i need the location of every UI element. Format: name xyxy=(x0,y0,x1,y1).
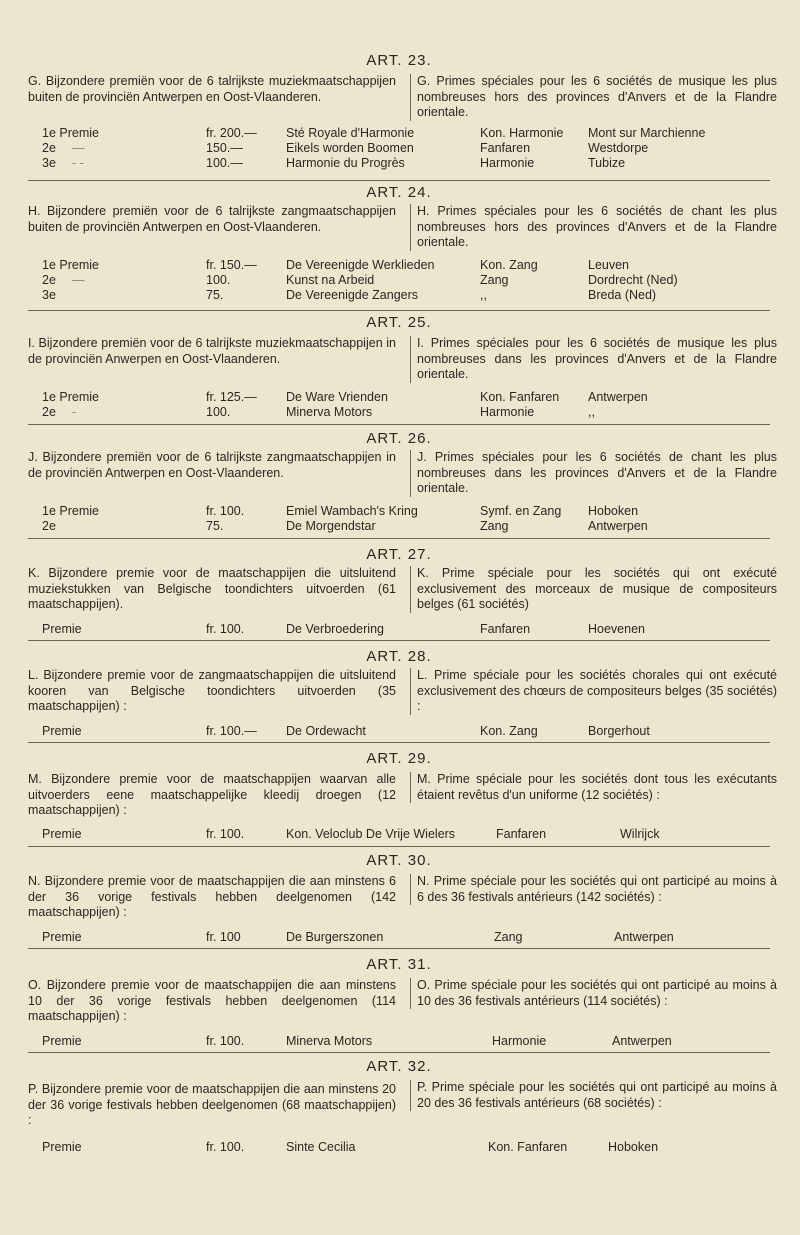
article-title: ART. 23. xyxy=(366,52,432,69)
prize-amount: fr. 125.— xyxy=(206,390,257,404)
prize-row xyxy=(28,930,770,945)
french-text: H. Primes spéciales pour les 6 sociétés de chant les plus nombreuses hors des provinces d'Anvers et de la Flandre orientale. xyxy=(410,204,777,251)
prize-row xyxy=(28,504,770,519)
french-text: G. Primes spéciales pour les 6 sociétés de musique les plus nombreuses hors des provinces d'Anvers et de la Flandre orientale. xyxy=(410,74,777,121)
society-place: Tubize xyxy=(588,156,626,170)
article-31 xyxy=(28,956,777,1053)
prize-amount: 75. xyxy=(206,288,224,302)
prize-rank: 3e xyxy=(42,156,56,170)
prize-row xyxy=(28,141,770,156)
prize-amount: fr. 100. xyxy=(206,504,245,518)
society-name: Kon. Veloclub De Vrije Wielers xyxy=(286,827,456,841)
article-title: ART. 27. xyxy=(366,546,432,563)
society-place: Wilrijck xyxy=(620,827,660,841)
french-text: K. Prime spéciale pour les sociétés qui ont exécuté exclusivement des morceaux de musique de compositeurs belges (61 sociétés) xyxy=(410,566,777,613)
dutch-text: J. Bijzondere premiën voor de 6 talrijkste zangmaatschappijen in de provinciën Antwerpen en Oost-Vlaanderen. xyxy=(28,450,396,480)
prize-rank: Premie xyxy=(42,930,82,944)
article-title: ART. 26. xyxy=(366,430,432,447)
prize-amount: 150.— xyxy=(206,141,243,155)
society-name: Sinte Cecilia xyxy=(286,1140,356,1154)
prize-rank: 3e xyxy=(42,288,56,302)
prize-amount: fr. 100.— xyxy=(206,724,257,738)
prize-row xyxy=(28,519,770,534)
french-text: L. Prime spéciale pour les sociétés chorales qui ont exécuté exclusivement des chœurs de compositeurs belges (35 sociétés) : xyxy=(410,668,777,715)
article-title: ART. 31. xyxy=(366,956,432,973)
french-text: M. Prime spéciale pour les sociétés dont tous les exécutants étaient revêtus d'un uniforme (12 sociétés) : xyxy=(410,772,777,803)
article-title: ART. 29. xyxy=(366,750,432,767)
prize-row xyxy=(28,1034,770,1049)
prize-amount: 75. xyxy=(206,519,224,533)
article-28 xyxy=(28,648,777,743)
article-title: ART. 30. xyxy=(366,852,432,869)
prize-row xyxy=(28,273,770,288)
dutch-text: I. Bijzondere premiën voor de 6 talrijkste muziekmaatschappijen in de provinciën Anwerpen en Oost-Vlaanderen. xyxy=(28,336,396,366)
prize-row xyxy=(28,258,770,273)
dutch-text: G. Bijzondere premiën voor de 6 talrijkste muziekmaatschappijen buiten de provinciën Antwerpen en Oost-Vlaanderen. xyxy=(28,74,396,104)
society-place: ,, xyxy=(588,405,595,419)
society-place: Breda (Ned) xyxy=(588,288,657,302)
prize-rank-dash: - - xyxy=(72,156,84,170)
society-name: De Vereenigde Werklieden xyxy=(286,258,435,272)
article-32 xyxy=(28,1058,777,1164)
prize-rank: Premie xyxy=(42,1034,82,1048)
society-type: Fanfaren xyxy=(496,827,547,841)
prize-amount: 100.— xyxy=(206,156,243,170)
prize-rank: 1e Premie xyxy=(42,504,99,518)
prize-row xyxy=(28,622,770,637)
prize-rank-dash: — xyxy=(72,141,85,155)
society-name: Harmonie du Progrès xyxy=(286,156,405,170)
prize-rank: Premie xyxy=(42,724,82,738)
society-name: De Ware Vrienden xyxy=(286,390,388,404)
prize-amount: fr. 200.— xyxy=(206,126,257,140)
prize-rank: 1e Premie xyxy=(42,390,99,404)
article-29 xyxy=(28,750,777,847)
society-type: Zang xyxy=(480,519,509,533)
french-text: J. Primes spéciales pour les 6 sociétés de chant les plus nombreuses dans les provinces d'Anvers et de la Flandre orientale. xyxy=(410,450,777,497)
prize-rank: 1e Premie xyxy=(42,258,99,272)
society-name: De Morgendstar xyxy=(286,519,376,533)
society-name: Kunst na Arbeid xyxy=(286,273,375,287)
society-type: ,, xyxy=(480,288,487,302)
society-type: Fanfaren xyxy=(480,141,531,155)
society-type: Symf. en Zang xyxy=(480,504,562,518)
prize-row xyxy=(28,156,770,171)
society-name: Minerva Motors xyxy=(286,1034,373,1048)
french-text: N. Prime spéciale pour les sociétés qui ont participé au moins à 6 des 36 festivals antérieurs (142 sociétés) : xyxy=(410,874,777,905)
prize-amount: fr. 100. xyxy=(206,1034,245,1048)
prize-amount: fr. 100. xyxy=(206,827,245,841)
society-type: Harmonie xyxy=(480,156,535,170)
society-name: De Ordewacht xyxy=(286,724,366,738)
society-place: Hoevenen xyxy=(588,622,645,636)
prize-rank: Premie xyxy=(42,1140,82,1154)
society-name: Eikels worden Boomen xyxy=(286,141,414,155)
french-text: O. Prime spéciale pour les sociétés qui ont participé au moins à 10 des 36 festivals antérieurs (114 sociétés) : xyxy=(410,978,777,1009)
society-place: Antwerpen xyxy=(612,1034,672,1048)
prize-rank: 2e xyxy=(42,405,56,419)
society-name: Emiel Wambach's Kring xyxy=(286,504,418,518)
prize-amount: 100. xyxy=(206,405,231,419)
society-place: Antwerpen xyxy=(588,519,648,533)
society-place: Dordrecht (Ned) xyxy=(588,273,678,287)
article-24 xyxy=(28,184,777,311)
dutch-text: N. Bijzondere premie voor de maatschappijen die aan minstens 6 der 36 vorige festivals hebben deelgenomen (142 maatschappijen) : xyxy=(28,874,396,919)
prize-rank: 1e Premie xyxy=(42,126,99,140)
society-place: Hoboken xyxy=(588,504,639,518)
prize-row xyxy=(28,390,770,405)
article-title: ART. 24. xyxy=(366,184,432,201)
prize-amount: fr. 100. xyxy=(206,1140,245,1154)
society-name: De Burgerszonen xyxy=(286,930,384,944)
society-place: Westdorpe xyxy=(588,141,649,155)
society-name: Minerva Motors xyxy=(286,405,373,419)
society-place: Antwerpen xyxy=(614,930,674,944)
article-title: ART. 25. xyxy=(366,314,432,331)
prize-amount: fr. 100. xyxy=(206,622,245,636)
prize-rank: Premie xyxy=(42,622,82,636)
society-type: Kon. Fanfaren xyxy=(480,390,560,404)
prize-row xyxy=(28,827,770,842)
prize-amount: fr. 150.— xyxy=(206,258,257,272)
society-type: Zang xyxy=(494,930,523,944)
society-type: Kon. Harmonie xyxy=(480,126,564,140)
society-place: Hoboken xyxy=(608,1140,659,1154)
society-type: Kon. Fanfaren xyxy=(488,1140,568,1154)
society-type: Kon. Zang xyxy=(480,724,538,738)
society-type: Zang xyxy=(480,273,509,287)
article-23 xyxy=(28,52,777,181)
article-25 xyxy=(28,314,777,425)
society-place: Borgerhout xyxy=(588,724,650,738)
dutch-text: M. Bijzondere premie voor de maatschappijen waarvan alle uitvoerders eene maatschappelijke kleedij droegen (12 maatschappijen) : xyxy=(28,772,396,817)
prize-rank: 2e xyxy=(42,519,56,533)
society-type: Harmonie xyxy=(480,405,535,419)
society-type: Harmonie xyxy=(492,1034,547,1048)
french-text: P. Prime spéciale pour les sociétés qui ont participé au moins à 20 des 36 festivals antérieurs (68 sociétés) : xyxy=(410,1080,777,1111)
prize-row xyxy=(28,288,770,303)
dutch-text: P. Bijzondere premie voor de maatschappijen die aan minstens 20 der 36 vorige festivals hebben deelgenomen (68 maatschappijen) : xyxy=(28,1082,396,1127)
prize-row xyxy=(28,126,770,141)
article-26 xyxy=(28,430,777,539)
society-name: De Vereenigde Zangers xyxy=(286,288,419,302)
prize-rank: 2e xyxy=(42,273,56,287)
prize-rank: Premie xyxy=(42,827,82,841)
society-type: Kon. Zang xyxy=(480,258,538,272)
society-name: Sté Royale d'Harmonie xyxy=(286,126,415,140)
society-place: Leuven xyxy=(588,258,630,272)
prize-row xyxy=(28,405,770,420)
dutch-text: K. Bijzondere premie voor de maatschappijen die uitsluitend muziekstukken van Belgische toondichters uitvoerden (61 maatschappijen). xyxy=(28,566,396,611)
article-title: ART. 28. xyxy=(366,648,432,665)
prize-rank-dash: — xyxy=(72,273,85,287)
prize-row xyxy=(28,724,770,739)
french-text: I. Primes spéciales pour les 6 sociétés de musique les plus nombreuses dans les provinces d'Anvers et de la Flandre orientale. xyxy=(410,336,777,383)
prize-row xyxy=(28,1140,770,1155)
society-type: Fanfaren xyxy=(480,622,531,636)
prize-rank: 2e xyxy=(42,141,56,155)
dutch-text: O. Bijzondere premie voor de maatschappijen die aan minstens 10 der 36 vorige festivals hebben deelgenomen (114 maatschappijen) : xyxy=(28,978,396,1023)
article-title: ART. 32. xyxy=(366,1058,432,1075)
article-30 xyxy=(28,852,777,949)
prize-amount: fr. 100 xyxy=(206,930,241,944)
prize-rank-dash: - xyxy=(72,405,77,419)
dutch-text: L. Bijzondere premie voor de zangmaatschappijen die uitsluitend kooren van Belgische toondichters uitvoerden (35 maatschappijen) : xyxy=(28,668,396,713)
article-27 xyxy=(28,546,777,641)
dutch-text: H. Bijzondere premiën voor de 6 talrijkste zangmaatschappijen buiten de provinciën Antwerpen en Oost-Vlaanderen. xyxy=(28,204,396,234)
society-place: Mont sur Marchienne xyxy=(588,126,706,140)
society-name: De Verbroedering xyxy=(286,622,384,636)
society-place: Antwerpen xyxy=(588,390,648,404)
prize-amount: 100. xyxy=(206,273,231,287)
